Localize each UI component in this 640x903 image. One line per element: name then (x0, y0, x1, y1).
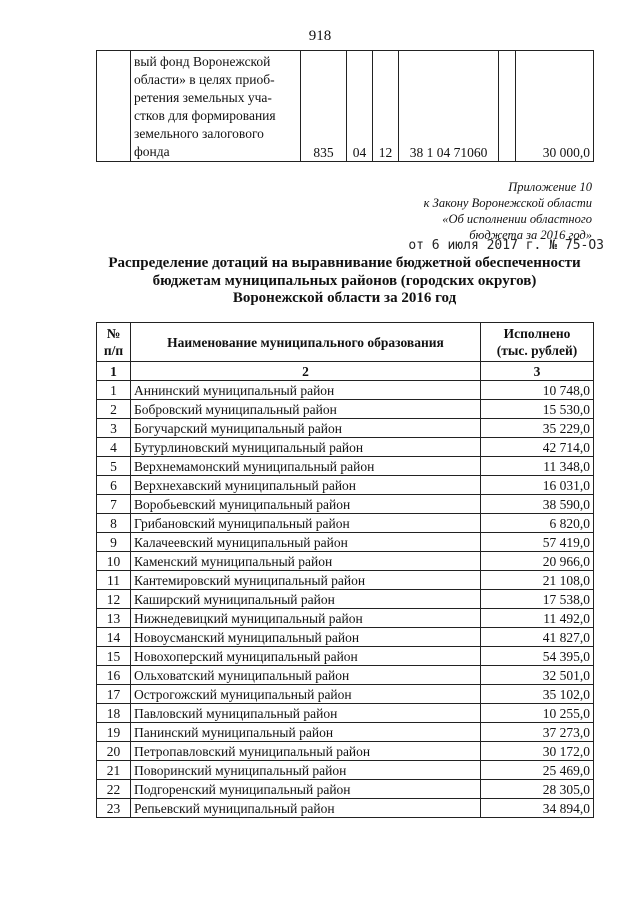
row-number: 6 (97, 476, 131, 495)
executed-amount: 17 538,0 (481, 590, 594, 609)
continuation-row (97, 51, 594, 162)
executed-amount: 32 501,0 (481, 666, 594, 685)
executed-amount: 37 273,0 (481, 723, 594, 742)
appendix-line: к Закону Воронежской области (423, 196, 592, 210)
header-number-line: п/п (103, 343, 124, 358)
row-number: 13 (97, 609, 131, 628)
row-number: 9 (97, 533, 131, 552)
district-name: Ольховатский муниципальный район (131, 666, 481, 685)
table-row (97, 400, 594, 419)
table-header (97, 323, 594, 362)
table-row (97, 457, 594, 476)
executed-amount: 38 590,0 (481, 495, 594, 514)
article-code: 38 1 04 71060 (399, 51, 499, 162)
row-number: 19 (97, 723, 131, 742)
executed-amount: 54 395,0 (481, 647, 594, 666)
table-row (97, 761, 594, 780)
table-row (97, 514, 594, 533)
table-row (97, 723, 594, 742)
executed-amount: 28 305,0 (481, 780, 594, 799)
district-name: Каширский муниципальный район (131, 590, 481, 609)
empty-cell (97, 51, 131, 162)
description-line: фонда (134, 144, 170, 159)
appendix-line: «Об исполнении областного (442, 212, 592, 226)
executed-amount: 21 108,0 (481, 571, 594, 590)
executed-amount: 42 714,0 (481, 438, 594, 457)
row-number: 22 (97, 780, 131, 799)
table-row (97, 571, 594, 590)
district-name: Верхнехавский муниципальный район (131, 476, 481, 495)
row-number: 1 (97, 381, 131, 400)
column-number: 1 (97, 362, 131, 381)
description-line: вый фонд Воронежской (134, 54, 271, 69)
executed-amount: 34 894,0 (481, 799, 594, 818)
header-number-line: № (106, 326, 121, 341)
table-row (97, 685, 594, 704)
description-line: области» в целях приоб- (134, 72, 275, 87)
executed-amount: 11 348,0 (481, 457, 594, 476)
header-executed-line: Исполнено (503, 326, 571, 341)
table-row (97, 704, 594, 723)
row-number: 12 (97, 590, 131, 609)
description-line: стков для формирования (134, 108, 276, 123)
district-name: Верхнемамонский муниципальный район (131, 457, 481, 476)
district-name: Павловский муниципальный район (131, 704, 481, 723)
table-row (97, 381, 594, 400)
appendix-line: Приложение 10 (508, 180, 592, 194)
row-number: 4 (97, 438, 131, 457)
heading-line: Воронежской области за 2016 год (232, 290, 457, 306)
row-number: 2 (97, 400, 131, 419)
district-name: Воробьевский муниципальный район (131, 495, 481, 514)
district-name: Богучарский муниципальный район (131, 419, 481, 438)
district-name: Поворинский муниципальный район (131, 761, 481, 780)
column-number: 3 (481, 362, 594, 381)
executed-amount: 6 820,0 (481, 514, 594, 533)
row-number: 20 (97, 742, 131, 761)
district-name: Грибановский муниципальный район (131, 514, 481, 533)
law-date-stamp: от 6 июля 2017 г. № 75-ОЗ (408, 238, 604, 253)
table-row (97, 609, 594, 628)
row-number: 8 (97, 514, 131, 533)
table-row (97, 438, 594, 457)
executed-amount: 35 102,0 (481, 685, 594, 704)
district-name: Подгоренский муниципальный район (131, 780, 481, 799)
executed-amount: 25 469,0 (481, 761, 594, 780)
table-row (97, 666, 594, 685)
table-row (97, 590, 594, 609)
heading-line: Распределение дотаций на выравнивание бюджетной обеспеченности (108, 255, 581, 271)
table-body (97, 381, 594, 818)
table-row (97, 647, 594, 666)
subsidy-table (96, 322, 594, 818)
row-number: 10 (97, 552, 131, 571)
district-name: Каменский муниципальный район (131, 552, 481, 571)
expense-description (131, 51, 301, 162)
executed-amount: 10 748,0 (481, 381, 594, 400)
executed-amount: 11 492,0 (481, 609, 594, 628)
district-name: Петропавловский муниципальный район (131, 742, 481, 761)
section-code: 04 (347, 51, 373, 162)
row-number: 14 (97, 628, 131, 647)
header-number (97, 323, 131, 362)
table-row (97, 628, 594, 647)
executed-amount: 20 966,0 (481, 552, 594, 571)
row-number: 7 (97, 495, 131, 514)
executed-amount: 10 255,0 (481, 704, 594, 723)
row-number: 15 (97, 647, 131, 666)
district-name: Бобровский муниципальный район (131, 400, 481, 419)
row-number: 3 (97, 419, 131, 438)
district-name: Острогожский муниципальный район (131, 685, 481, 704)
description-line: ретения земельных уча- (134, 90, 272, 105)
table-row (97, 742, 594, 761)
column-numbers-row (97, 362, 594, 381)
page-number: 918 (308, 28, 332, 44)
heading-line: бюджетам муниципальных районов (городских округов) (152, 272, 537, 289)
appendix-note (292, 179, 592, 243)
executed-amount: 15 530,0 (481, 400, 594, 419)
row-number: 16 (97, 666, 131, 685)
district-name: Репьевский муниципальный район (131, 799, 481, 818)
table-row (97, 495, 594, 514)
district-name: Новоусманский муниципальный район (131, 628, 481, 647)
row-number: 18 (97, 704, 131, 723)
executed-amount: 57 419,0 (481, 533, 594, 552)
expense-type (499, 51, 516, 162)
row-number: 21 (97, 761, 131, 780)
row-number: 5 (97, 457, 131, 476)
row-number: 11 (97, 571, 131, 590)
appendix-line: бюджета за 2016 год» (469, 228, 592, 242)
table-row (97, 533, 594, 552)
column-number: 2 (131, 362, 481, 381)
amount: 30 000,0 (516, 51, 594, 162)
row-number: 17 (97, 685, 131, 704)
district-name: Новохоперский муниципальный район (131, 647, 481, 666)
document-heading (96, 255, 593, 308)
header-name: Наименование муниципального образования (131, 323, 481, 362)
continuation-table (96, 50, 594, 162)
executed-amount: 16 031,0 (481, 476, 594, 495)
subsection-code: 12 (373, 51, 399, 162)
table-row (97, 476, 594, 495)
district-name: Панинский муниципальный район (131, 723, 481, 742)
district-name: Калачеевский муниципальный район (131, 533, 481, 552)
row-number: 23 (97, 799, 131, 818)
table-row (97, 552, 594, 571)
district-name: Аннинский муниципальный район (131, 381, 481, 400)
district-name: Кантемировский муниципальный район (131, 571, 481, 590)
executed-amount: 30 172,0 (481, 742, 594, 761)
executed-amount: 35 229,0 (481, 419, 594, 438)
district-name: Бутурлиновский муниципальный район (131, 438, 481, 457)
district-name: Нижнедевицкий муниципальный район (131, 609, 481, 628)
executed-amount: 41 827,0 (481, 628, 594, 647)
table-row (97, 419, 594, 438)
table-row (97, 780, 594, 799)
table-row (97, 799, 594, 818)
header-executed-line: (тыс. рублей) (496, 343, 578, 358)
header-executed (481, 323, 594, 362)
description-line: земельного залогового (134, 126, 264, 141)
ministry-code: 835 (301, 51, 347, 162)
